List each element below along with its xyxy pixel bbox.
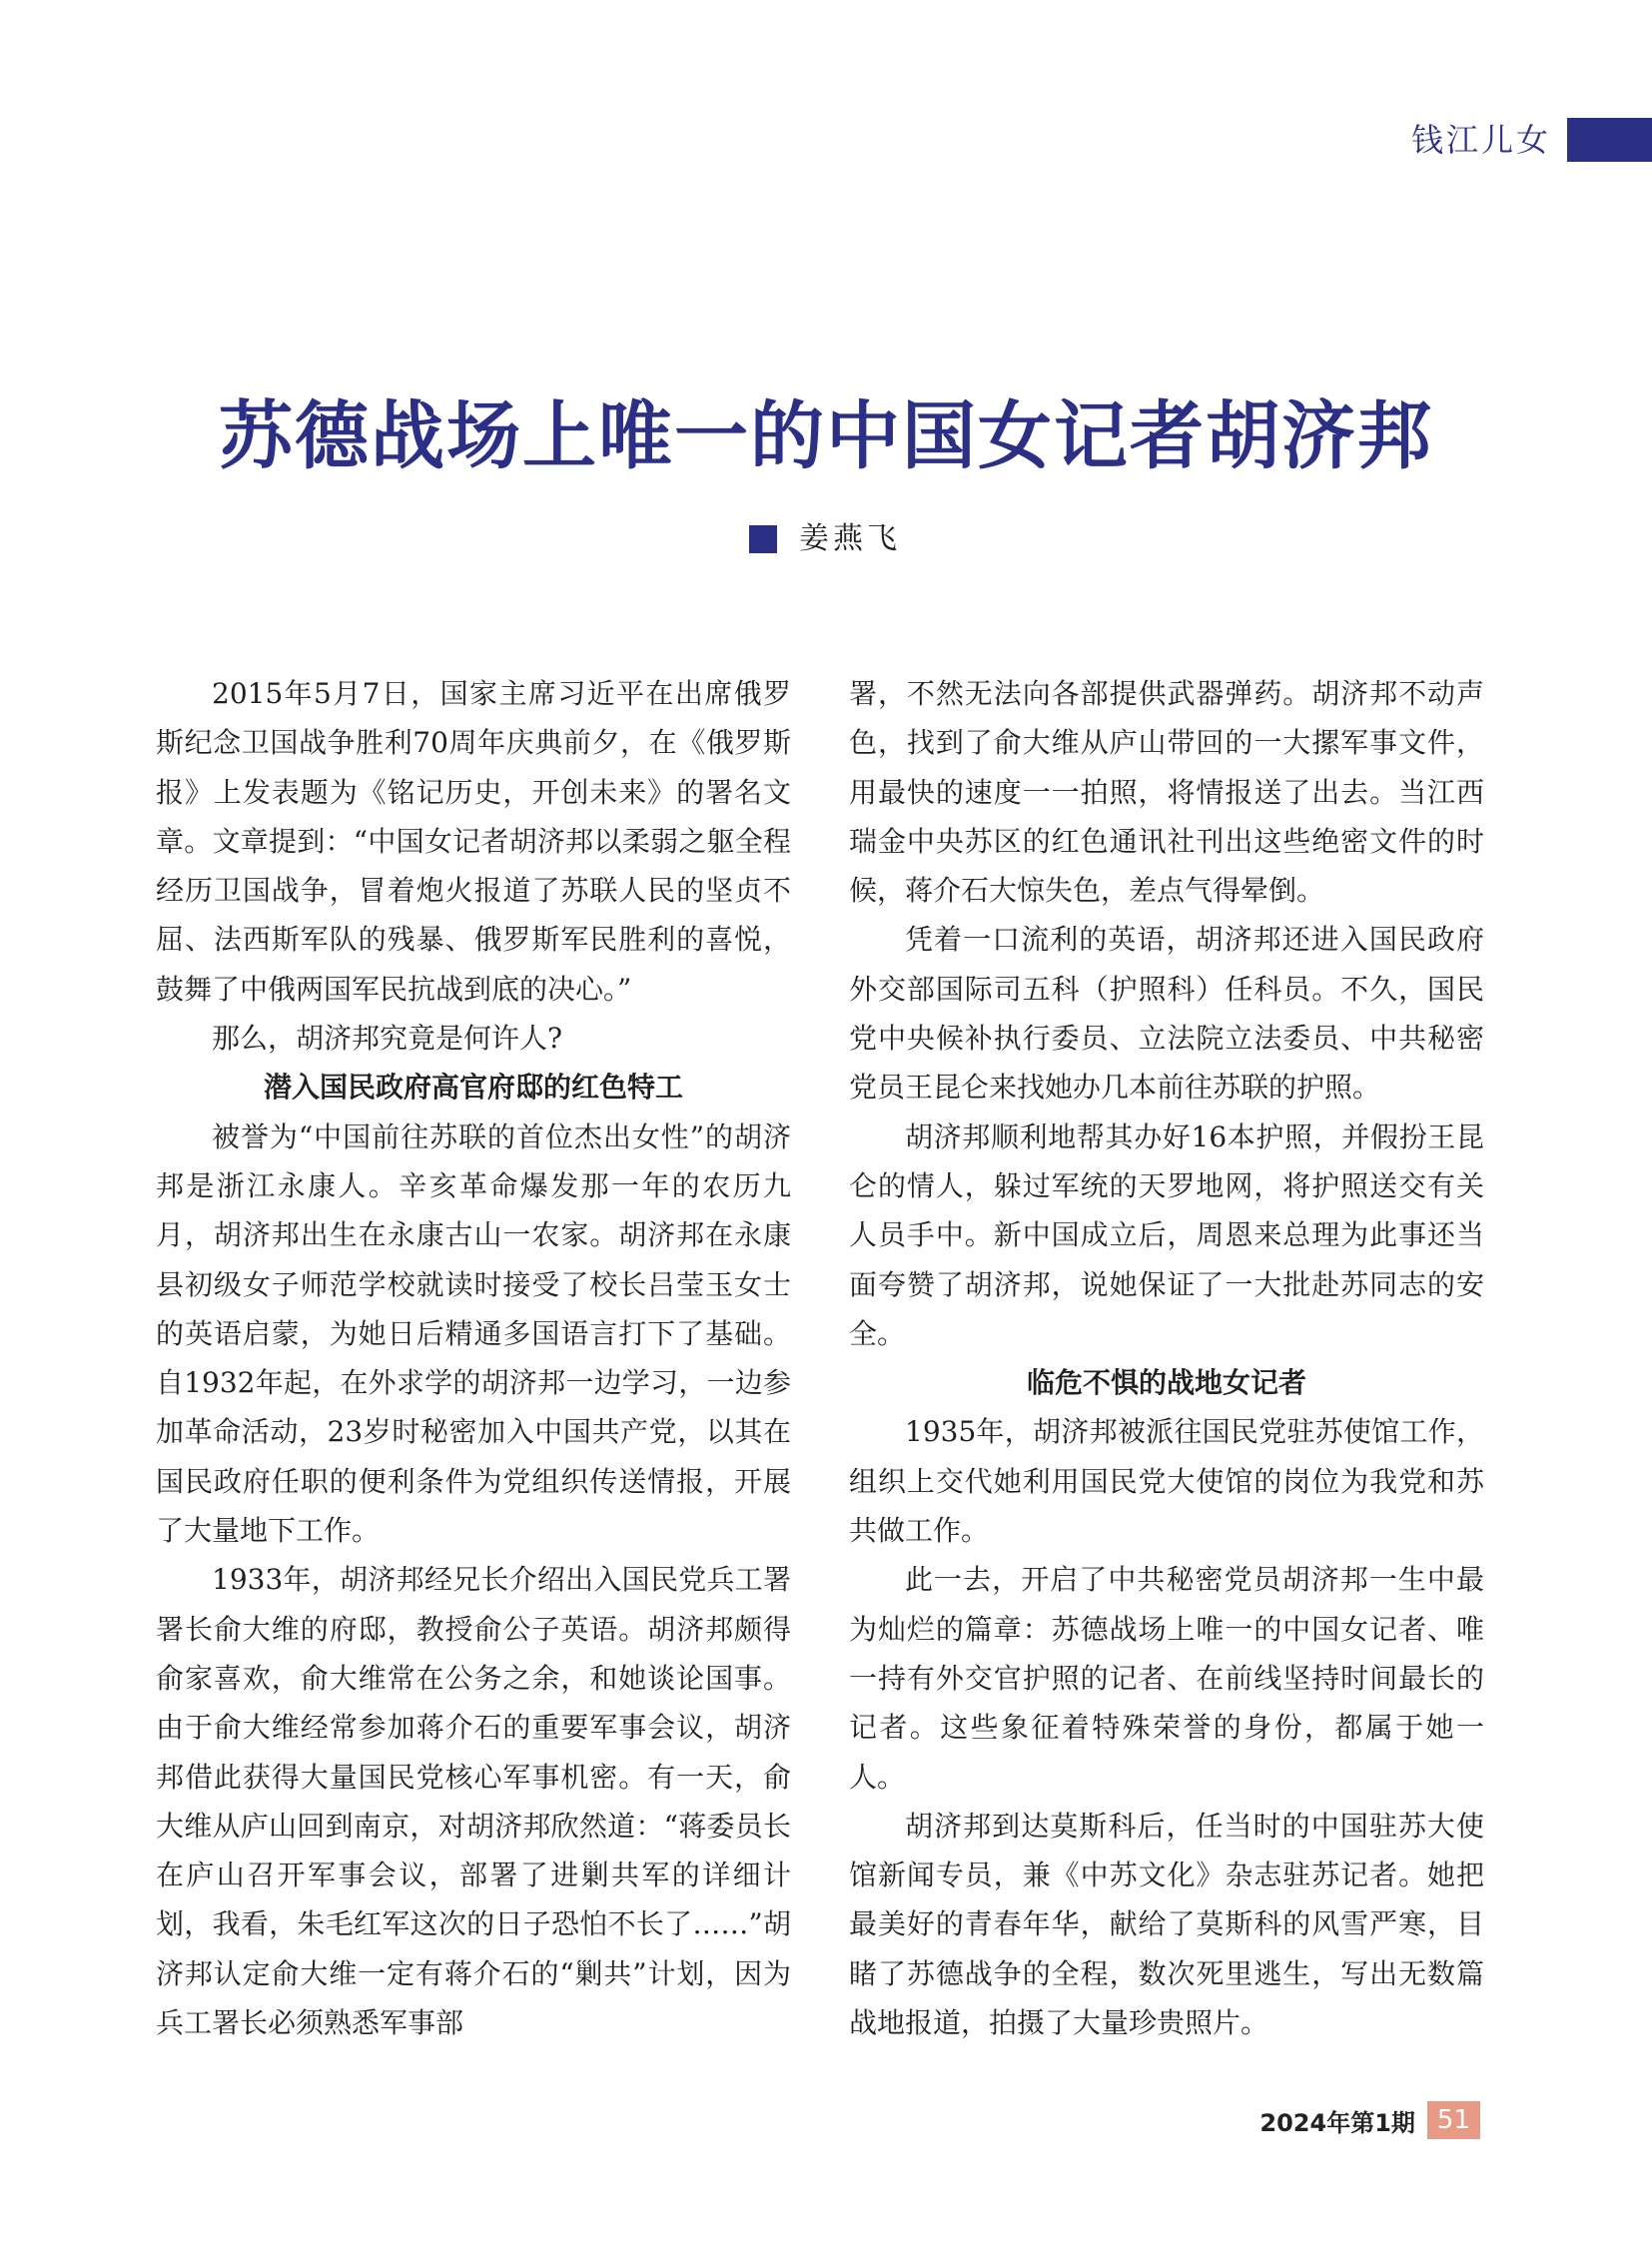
- page-number: 51: [1427, 2101, 1480, 2139]
- right-column: [849, 669, 1484, 2047]
- author-name: 姜燕飞: [799, 521, 901, 556]
- byline-square-icon: [749, 525, 777, 553]
- section-heading: 临危不惧的战地女记者: [1026, 1366, 1306, 1400]
- paragraph: 署，不然无法向各部提供武器弹药。胡济邦不动声色，找到了俞大维从庐山带回的一大摞军事文件，用最快的速度一一拍照，将情报送了出去。当江西瑞金中央苏区的红色通讯社刊出这些绝密文件的时候，蒋介石大惊失色，差点气得晕倒。: [849, 677, 1484, 908]
- page-footer: [1259, 2101, 1480, 2139]
- section-bar: [1567, 118, 1652, 162]
- paragraph: 此一去，开启了中共秘密党员胡济邦一生中最为灿烂的篇章：苏德战场上唯一的中国女记者、唯一持有外交官护照的记者、在前线坚持时间最长的记者。这些象征着特殊荣誉的身份，都属于她一人。: [849, 1563, 1484, 1794]
- paragraph: 胡济邦到达莫斯科后，任当时的中国驻苏大使馆新闻专员，兼《中苏文化》杂志驻苏记者。她把最美好的青春年华，献给了莫斯科的风雪严寒，目睹了苏德战争的全程，数次死里逃生，写出无数篇战地报道，拍摄了大量珍贵照片。: [849, 1809, 1484, 2040]
- section-heading: 潜入国民政府高官府邸的红色特工: [263, 1071, 683, 1105]
- section-header: [1411, 118, 1652, 162]
- paragraph: 2015年5月7日，国家主席习近平在出席俄罗斯纪念卫国战争胜利70周年庆典前夕，在《俄罗斯报》上发表题为《铭记历史，开创未来》的署名文章。文章提到：“中国女记者胡济邦以柔弱之躯全程经历卫国战争，冒着炮火报道了苏联人民的坚贞不屈、法西斯军队的残暴、俄罗斯军民胜利的喜悦，鼓舞了中俄两国军民抗战到底的决心。”: [156, 677, 791, 1006]
- paragraph: 那么，胡济邦究竟是何许人?: [212, 1022, 563, 1056]
- section-label: 钱江儿女: [1410, 121, 1551, 159]
- paragraph: 1933年，胡济邦经兄长介绍出入国民党兵工署署长俞大维的府邸，教授俞公子英语。胡济邦颇得俞家喜欢，俞大维常在公务之余，和她谈论国事。由于俞大维经常参加蒋介石的重要军事会议，胡济邦借此获得大量国民党核心军事机密。有一天，俞大维从庐山回到南京，对胡济邦欣然道：“蒋委员长在庐山召开军事会议，部署了进剿共军的详细计划，我看，朱毛红军这次的日子恐怕不长了……”胡济邦认定俞大维一定有蒋介石的“剿共”计划，因为兵工署长必须熟悉军事部: [156, 1563, 791, 2040]
- paragraph: 凭着一口流利的英语，胡济邦还进入国民政府外交部国际司五科（护照科）任科员。不久，国民党中央候补执行委员、立法院立法委员、中共秘密党员王昆仑来找她办几本前往苏联的护照。: [849, 923, 1484, 1105]
- article-title: 苏德战场上唯一的中国女记者胡济邦: [219, 393, 1433, 479]
- paragraph: 被誉为“中国前往苏联的首位杰出女性”的胡济邦是浙江永康人。辛亥革命爆发那一年的农历九月，胡济邦出生在永康古山一农家。胡济邦在永康县初级女子师范学校就读时接受了校长吕莹玉女士的英语启蒙，为她日后精通多国语言打下了基础。自1932年起，在外求学的胡济邦一边学习，一边参加革命活动，23岁时秘密加入中国共产党，以其在国民政府任职的便利条件为党组织传送情报，开展了大量地下工作。: [156, 1120, 791, 1548]
- issue-label: 2024年第1期: [1259, 2108, 1415, 2137]
- byline: [749, 519, 901, 559]
- paragraph: 1935年，胡济邦被派往国民党驻苏使馆工作，组织上交代她利用国民党大使馆的岗位为我党和苏共做工作。: [849, 1415, 1484, 1548]
- left-column: [156, 669, 791, 2047]
- paragraph: 胡济邦顺利地帮其办好16本护照，并假扮王昆仑的情人，躲过军统的天罗地网，将护照送交有关人员手中。新中国成立后，周恩来总理为此事还当面夸赞了胡济邦，说她保证了一大批赴苏同志的安全。: [849, 1120, 1484, 1350]
